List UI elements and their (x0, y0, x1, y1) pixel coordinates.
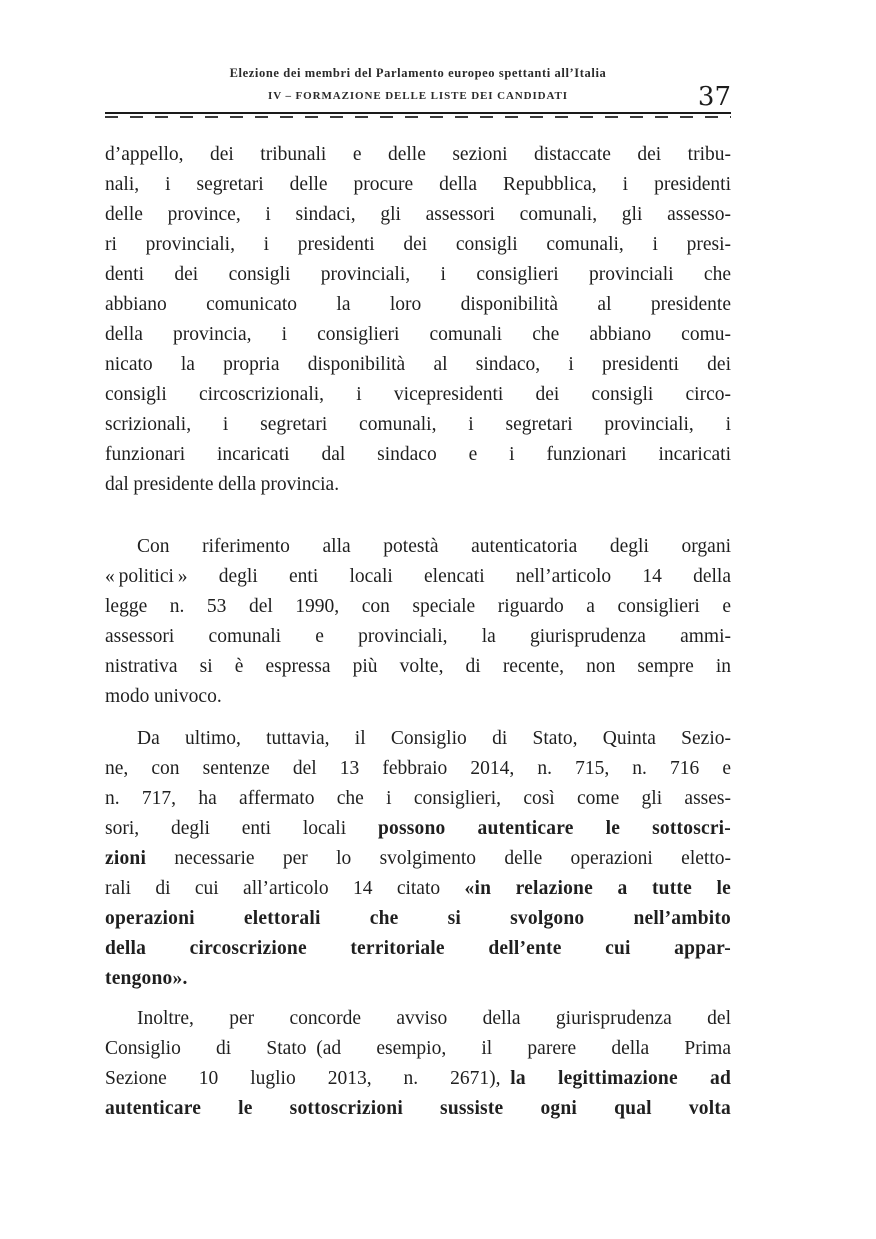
text-line: Con riferimento alla potestà autenticatoria degli organi (137, 536, 731, 557)
text-line: zioni necessarie per lo svolgimento delle operazioni eletto- (105, 848, 731, 869)
text-block (105, 0, 731, 1124)
text-line: legge n. 53 del 1990, con speciale riguardo a consiglieri e (105, 596, 731, 617)
text-line: « politici » degli enti locali elencati nell’articolo 14 della (105, 566, 731, 587)
text-line: d’appello, dei tribunali e delle sezioni distaccate dei tribu- (105, 144, 731, 165)
page-number: 37 (697, 82, 731, 112)
running-head-chapter: IV – FORMAZIONE DELLE LISTE DEI CANDIDATI (268, 90, 568, 102)
text-line: n. 717, ha affermato che i consiglieri, così come gli asses- (105, 788, 731, 809)
text-line: abbiano comunicato la loro disponibilità al presidente (105, 294, 731, 315)
text-line: Da ultimo, tuttavia, il Consiglio di Stato, Quinta Sezio- (137, 728, 731, 749)
text-line: nicato la propria disponibilità al sindaco, i presidenti dei (105, 354, 731, 375)
text-line: rali di cui all’articolo 14 citato «in relazione a tutte le (105, 878, 731, 899)
paragraph (105, 140, 731, 500)
text-line: Consiglio di Stato (ad esempio, il parere della Prima (105, 1038, 731, 1059)
text-line: scrizionali, i segretari comunali, i segretari provinciali, i (105, 414, 731, 435)
text-line: funzionari incaricati dal sindaco e i funzionari incaricati (105, 444, 731, 465)
paragraph (105, 1004, 731, 1124)
text-line: nistrativa si è espressa più volte, di recente, non sempre in (105, 656, 731, 677)
text-line: ne, con sentenze del 13 febbraio 2014, n. 715, n. 716 e (105, 758, 731, 779)
text-line: Inoltre, per concorde avviso della giurisprudenza del (137, 1008, 731, 1029)
text-line: ri provinciali, i presidenti dei consigli comunali, i presi- (105, 234, 731, 255)
header-rule-dashed-line (105, 116, 731, 118)
text-line: modo univoco. (105, 686, 222, 707)
text-line: sori, degli enti locali possono autenticare le sottoscri- (105, 818, 731, 839)
text-line: Sezione 10 luglio 2013, n. 2671), la legittimazione ad (105, 1068, 731, 1089)
text-line: della provincia, i consiglieri comunali che abbiano comu- (105, 324, 731, 345)
running-head-title: Elezione dei membri del Parlamento europeo spettanti all’Italia (229, 66, 607, 80)
running-head (105, 0, 731, 118)
text-line: nali, i segretari delle procure della Repubblica, i presidenti (105, 174, 731, 195)
page-body-text (105, 140, 731, 1124)
paragraph (105, 724, 731, 994)
header-rule-solid-line (105, 112, 731, 114)
text-line: tengono». (105, 968, 188, 989)
text-line: dal presidente della provincia. (105, 474, 340, 495)
header-rule (105, 112, 731, 118)
text-line: delle province, i sindaci, gli assessori comunali, gli assesso- (105, 204, 731, 225)
text-line: della circoscrizione territoriale dell’ente cui appar- (105, 938, 731, 959)
text-line: assessori comunali e provinciali, la giurisprudenza ammi- (105, 626, 731, 647)
text-line: denti dei consigli provinciali, i consiglieri provinciali che (105, 264, 731, 285)
text-line: consigli circoscrizionali, i vicepresidenti dei consigli circo- (105, 384, 731, 405)
text-line: operazioni elettorali che si svolgono nell’ambito (105, 908, 731, 929)
text-line: autenticare le sottoscrizioni sussiste ogni qual volta (105, 1098, 731, 1119)
paragraph (105, 532, 731, 712)
